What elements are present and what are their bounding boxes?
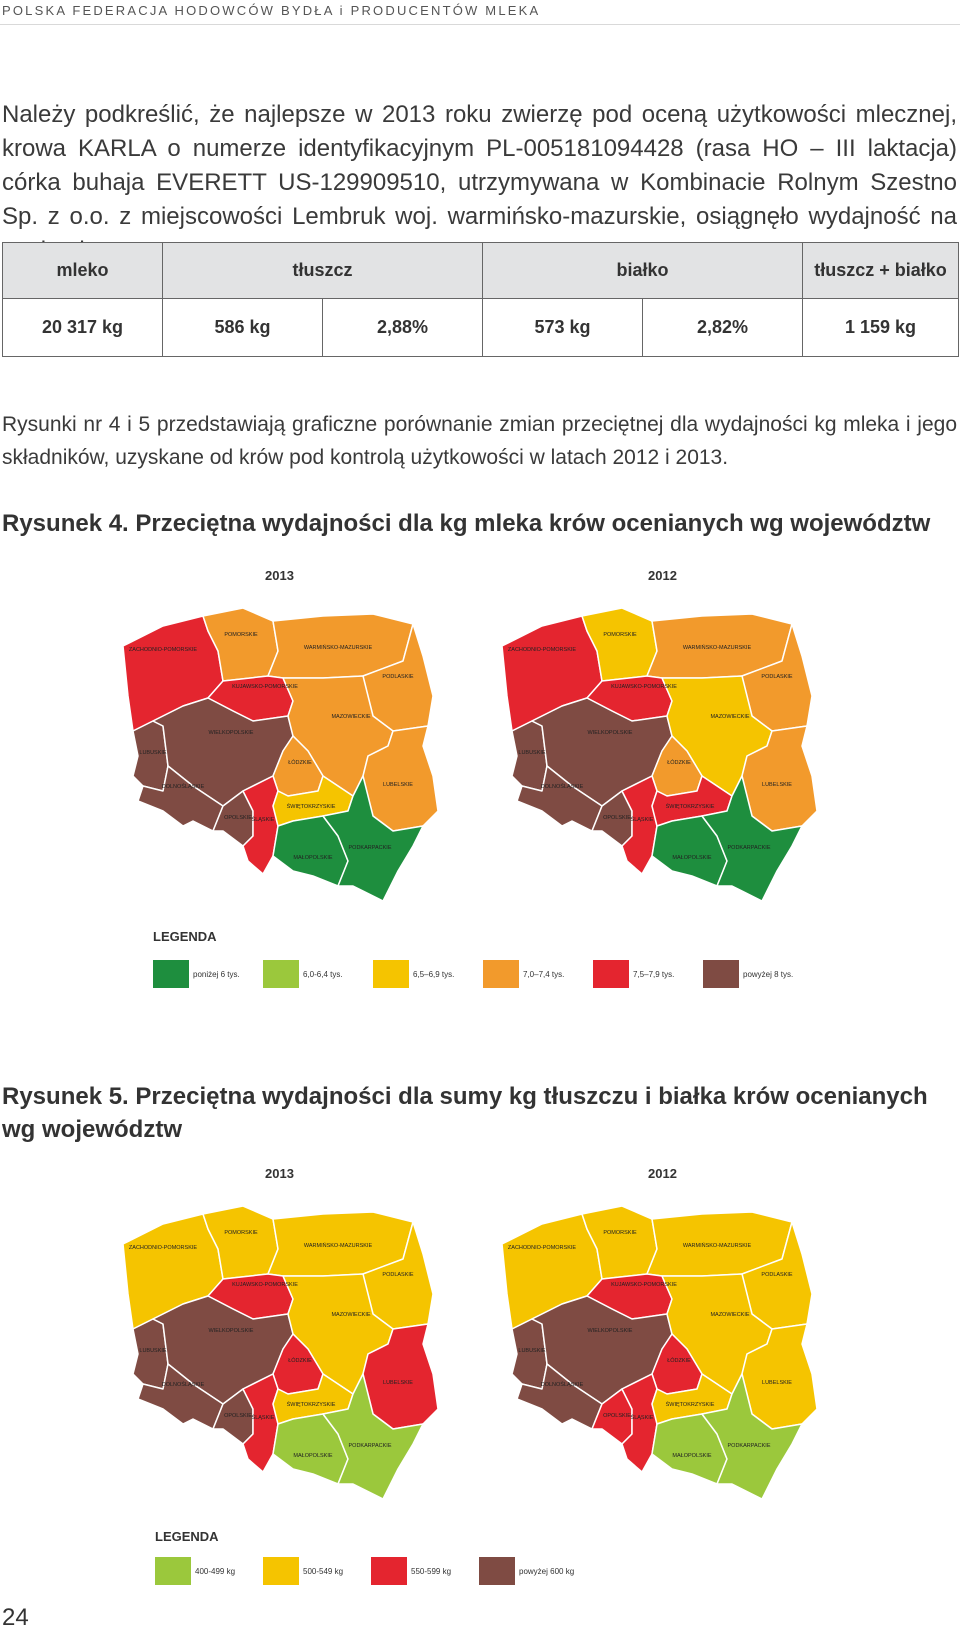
- region-label: ŚWIĘTOKRZYSKIE: [286, 1402, 336, 1408]
- region-label: ŚLĄSKIE: [251, 1415, 275, 1421]
- region-label: KUJAWSKO-POMORSKIE: [611, 684, 677, 690]
- region-label: ŚLĄSKIE: [630, 817, 654, 823]
- map-year-label: 2012: [648, 1166, 677, 1181]
- voivodeship-region: [133, 721, 168, 791]
- poland-voivodeship-map: [497, 604, 827, 904]
- table-cell: 20 317 kg: [3, 299, 163, 357]
- region-label: POMORSKIE: [224, 632, 258, 638]
- map-year-label: 2013: [265, 1166, 294, 1181]
- region-label: WARMIŃSKO-MAZURSKIE: [682, 1243, 752, 1249]
- region-label: PODKARPACKIE: [348, 845, 392, 851]
- region-label: MAZOWIECKIE: [710, 1312, 750, 1318]
- header-org-name: POLSKA FEDERACJA HODOWCÓW BYDŁA i PRODUCENTÓW MLEKA: [2, 3, 541, 18]
- table-header-cell: białko: [483, 243, 803, 299]
- region-label: LUBELSKIE: [383, 1380, 413, 1386]
- legend-label: 400-499 kg: [195, 1567, 236, 1576]
- region-label: WARMIŃSKO-MAZURSKIE: [303, 645, 373, 651]
- region-label: PODLASKIE: [382, 674, 414, 680]
- region-label: LUBELSKIE: [383, 782, 413, 788]
- figures-intro-paragraph: Rysunki nr 4 i 5 przedstawiają graficzne porównanie zmian przeciętnej dla wydajności kg mleka i jego składników, uzyskane od krów pod kontrolą użytkowości w latach 2012 i 2013.: [2, 413, 957, 469]
- legend-title: LEGENDA: [153, 929, 217, 944]
- region-label: WARMIŃSKO-MAZURSKIE: [303, 1243, 373, 1249]
- region-label: WIELKOPOLSKIE: [208, 1328, 254, 1334]
- region-label: ŚLĄSKIE: [630, 1415, 654, 1421]
- region-label: KUJAWSKO-POMORSKIE: [232, 1282, 298, 1288]
- legend-swatch: [263, 1557, 299, 1585]
- region-label: ZACHODNIO-POMORSKIE: [507, 1245, 577, 1251]
- region-label: MAZOWIECKIE: [710, 714, 750, 720]
- legend-swatch: [703, 960, 739, 988]
- legend-swatch: [593, 960, 629, 988]
- region-label: MAŁOPOLSKIE: [293, 855, 333, 861]
- table-header-cell: tłuszcz: [163, 243, 483, 299]
- region-label: ŚWIĘTOKRZYSKIE: [665, 1402, 715, 1408]
- legend-swatch: [153, 960, 189, 988]
- poland-voivodeship-map: [497, 1202, 827, 1502]
- region-label: PODLASKIE: [761, 1272, 793, 1278]
- region-label: LUBUSKIE: [139, 750, 167, 756]
- legend-label: 550-599 kg: [411, 1567, 452, 1576]
- table-cell: 2,82%: [643, 299, 803, 357]
- table-cell: 2,88%: [323, 299, 483, 357]
- figure-5-title: Rysunek 5. Przeciętna wydajności dla sumy kg tłuszczu i białka krów ocenianych wg województw: [2, 1083, 928, 1143]
- region-label: DOLNOŚLĄSKIE: [540, 784, 584, 790]
- region-label: OPOLSKIE: [224, 1413, 252, 1419]
- region-label: ŁÓDZKIE: [288, 1358, 312, 1364]
- region-label: ZACHODNIO-POMORSKIE: [128, 647, 198, 653]
- region-label: KUJAWSKO-POMORSKIE: [232, 684, 298, 690]
- legend-label: poniżej 6 tys.: [193, 970, 240, 979]
- region-label: POMORSKIE: [224, 1230, 258, 1236]
- choropleth-map: [497, 1202, 827, 1502]
- region-label: OPOLSKIE: [224, 815, 252, 821]
- region-label: ŚWIĘTOKRZYSKIE: [665, 804, 715, 810]
- legend-swatch: [373, 960, 409, 988]
- region-label: KUJAWSKO-POMORSKIE: [611, 1282, 677, 1288]
- map-year-label: 2013: [265, 568, 294, 583]
- region-label: OPOLSKIE: [603, 815, 631, 821]
- legend-label: 7,5–7,9 tys.: [633, 970, 675, 979]
- page-number: 24: [2, 1604, 29, 1631]
- table-header-cell: mleko: [3, 243, 163, 299]
- region-label: DOLNOŚLĄSKIE: [540, 1382, 584, 1388]
- results-table: [2, 242, 959, 357]
- legend-title: LEGENDA: [155, 1529, 219, 1544]
- choropleth-map: [118, 1202, 448, 1502]
- region-label: POMORSKIE: [603, 632, 637, 638]
- table-cell: 573 kg: [483, 299, 643, 357]
- region-label: WARMIŃSKO-MAZURSKIE: [682, 645, 752, 651]
- region-label: PODKARPACKIE: [727, 845, 771, 851]
- table-header-cell: tłuszcz + białko: [803, 243, 959, 299]
- region-label: POMORSKIE: [603, 1230, 637, 1236]
- legend-label: 7,0–7,4 tys.: [523, 970, 565, 979]
- figure-4-title: Rysunek 4. Przeciętna wydajności dla kg mleka krów ocenianych wg województw: [2, 510, 931, 537]
- map-year-label: 2012: [648, 568, 677, 583]
- region-label: MAZOWIECKIE: [331, 1312, 371, 1318]
- poland-voivodeship-map: [118, 604, 448, 904]
- table-cell: 586 kg: [163, 299, 323, 357]
- region-label: DOLNOŚLĄSKIE: [161, 784, 205, 790]
- legend-swatch: [155, 1557, 191, 1585]
- region-label: ŁÓDZKIE: [667, 760, 691, 766]
- region-label: ŁÓDZKIE: [288, 760, 312, 766]
- intro-paragraph: Należy podkreślić, że najlepsze w 2013 roku zwierzę pod oceną użytkowości mlecznej, krowa KARLA o numerze identyfikacyjnym PL-005181094428 (rasa HO – III laktacja) córka buhaja EVERETT US-129909510, utrzymywana w Kombinacie Rolnym Szestno Sp. z o.o. z miejscowości Lembruk woj. warmińsko-mazurskie, osiągnęło wydajność na: [2, 101, 957, 230]
- region-label: OPOLSKIE: [603, 1413, 631, 1419]
- choropleth-map: [118, 604, 448, 904]
- choropleth-map: [497, 604, 827, 904]
- legend-swatch: [263, 960, 299, 988]
- region-label: LUBUSKIE: [139, 1348, 167, 1354]
- region-label: PODLASKIE: [382, 1272, 414, 1278]
- legend-swatch: [483, 960, 519, 988]
- region-label: ŚWIĘTOKRZYSKIE: [286, 804, 336, 810]
- legend-label: 6,5–6,9 tys.: [413, 970, 455, 979]
- region-label: DOLNOŚLĄSKIE: [161, 1382, 205, 1388]
- region-label: MAZOWIECKIE: [331, 714, 371, 720]
- voivodeship-region: [512, 721, 547, 791]
- region-label: MAŁOPOLSKIE: [293, 1453, 333, 1459]
- region-label: ŚLĄSKIE: [251, 817, 275, 823]
- region-label: PODKARPACKIE: [348, 1443, 392, 1449]
- region-label: ZACHODNIO-POMORSKIE: [507, 647, 577, 653]
- region-label: LUBUSKIE: [518, 1348, 546, 1354]
- region-label: LUBELSKIE: [762, 782, 792, 788]
- running-header: [0, 0, 960, 25]
- poland-voivodeship-map: [118, 1202, 448, 1502]
- region-label: ZACHODNIO-POMORSKIE: [128, 1245, 198, 1251]
- region-label: WIELKOPOLSKIE: [587, 1328, 633, 1334]
- legend-label: powyżej 8 tys.: [743, 970, 794, 979]
- region-label: LUBUSKIE: [518, 750, 546, 756]
- region-label: LUBELSKIE: [762, 1380, 792, 1386]
- voivodeship-region: [512, 1319, 547, 1389]
- legend-label: 500-549 kg: [303, 1567, 344, 1576]
- voivodeship-region: [133, 1319, 168, 1389]
- region-label: WIELKOPOLSKIE: [587, 730, 633, 736]
- region-label: ŁÓDZKIE: [667, 1358, 691, 1364]
- table-cell: 1 159 kg: [803, 299, 959, 357]
- legend-swatch: [371, 1557, 407, 1585]
- region-label: PODKARPACKIE: [727, 1443, 771, 1449]
- region-label: MAŁOPOLSKIE: [672, 1453, 712, 1459]
- region-label: PODLASKIE: [761, 674, 793, 680]
- legend-label: powyżej 600 kg: [519, 1567, 575, 1576]
- region-label: WIELKOPOLSKIE: [208, 730, 254, 736]
- legend-swatch: [479, 1557, 515, 1585]
- legend-label: 6,0-6,4 tys.: [303, 970, 343, 979]
- region-label: MAŁOPOLSKIE: [672, 855, 712, 861]
